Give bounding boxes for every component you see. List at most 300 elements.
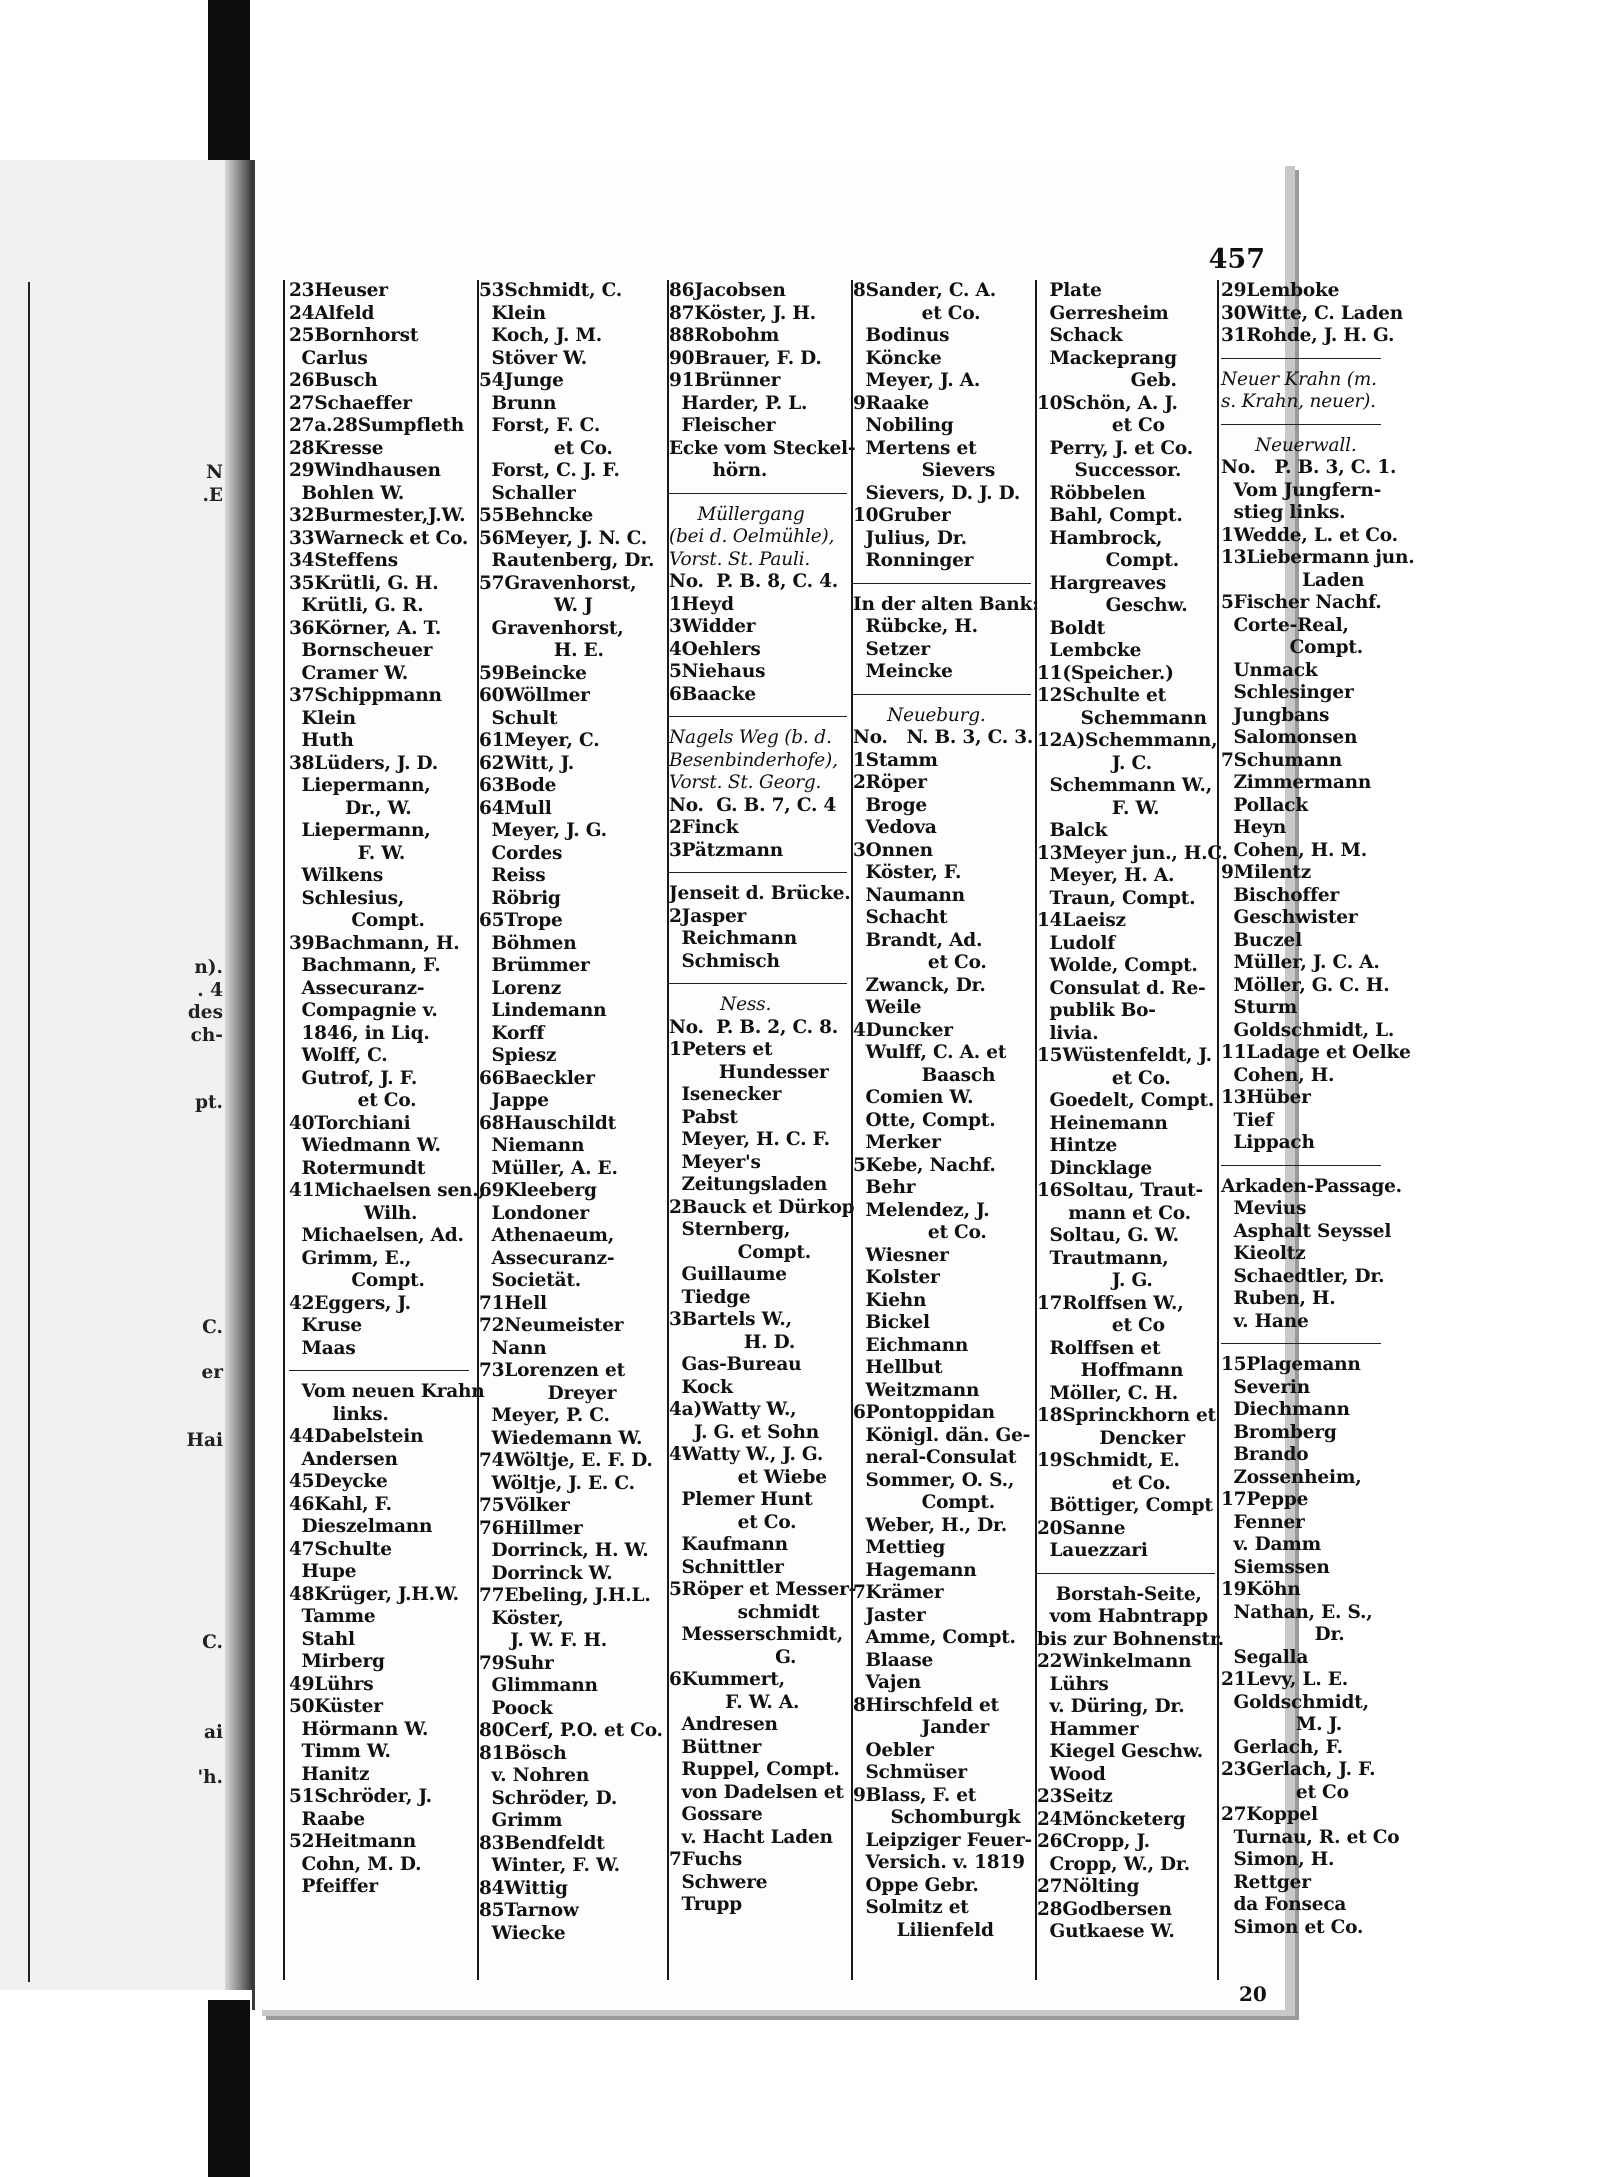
directory-entry: Bodinus (853, 325, 950, 346)
directory-entry: Pollack (1221, 794, 1308, 816)
directory-entry: Arkaden-Passage. (1221, 1175, 1402, 1197)
section-divider (853, 684, 1031, 695)
directory-entry: 41Michaelsen sen., (289, 1180, 485, 1201)
left-page-fragment (8, 665, 223, 688)
left-page-fragment (8, 1385, 223, 1408)
directory-entry: Compt. (289, 1270, 425, 1291)
directory-entry: Pabst (669, 1106, 738, 1128)
left-page-fragment: er (201, 1362, 223, 1383)
directory-entry: Assecuranz- (479, 1247, 615, 1269)
directory-entry: Perry, J. et Co. (1037, 437, 1193, 459)
directory-entry: Reiss (479, 865, 546, 886)
street-heading: Nagels Weg (b. d. (669, 727, 832, 748)
directory-entry: 9Milentz (1221, 862, 1312, 883)
left-page-fragment (8, 507, 223, 530)
left-page-fragment (8, 305, 223, 328)
column-rule (283, 280, 285, 1980)
left-page-fragment (8, 395, 223, 418)
directory-entry: Heinemann (1037, 1112, 1168, 1134)
directory-entry: 23Heuser (289, 280, 388, 301)
left-page-fragment (8, 1655, 223, 1678)
directory-entry: 48Krüger, J.H.W. (289, 1583, 459, 1605)
directory-entry: Ludolf (1037, 932, 1116, 954)
directory-entry: Schaller (479, 482, 576, 504)
directory-entry: Kolster (853, 1267, 940, 1288)
directory-entry: 71Hell (479, 1292, 547, 1314)
left-page-fragment (8, 1115, 223, 1138)
directory-entry: J. G. et Sohn (669, 1421, 819, 1443)
directory-entry: 44Dabelstein (289, 1426, 424, 1447)
directory-entry: 13Hüber (1221, 1087, 1311, 1108)
left-page-fragment (8, 1677, 223, 1700)
directory-entry: 36Körner, A. T. (289, 617, 442, 639)
street-heading: (bei d. Oelmühle), (669, 526, 835, 547)
directory-entry: Brando (1221, 1444, 1309, 1465)
directory-entry: 45Deycke (289, 1471, 388, 1492)
left-page-fragment (8, 1452, 223, 1475)
directory-entry: 75Völker (479, 1495, 570, 1516)
directory-entry: F. W. (1037, 797, 1160, 819)
directory-entry: Forst, C. J. F. (479, 460, 620, 481)
directory-entry: Rübcke, H. (853, 616, 978, 637)
directory-entry: Amme, Compt. (853, 1627, 1016, 1648)
directory-entry: Gas-Bureau (669, 1354, 802, 1375)
left-page-fragments (8, 282, 223, 2015)
directory-entry: Sternberg, (669, 1219, 791, 1240)
directory-entry: Rautenberg, Dr. (479, 550, 655, 571)
section-divider (669, 973, 847, 984)
directory-entry: Liepermann, (289, 820, 431, 841)
directory-entry: Corte-Real, (1221, 614, 1349, 636)
directory-entry: Borstah-Seite, (1037, 1583, 1202, 1605)
directory-entry: Vajen (853, 1672, 922, 1693)
directory-entry: Dincklage (1037, 1157, 1153, 1179)
directory-entry: 15Plagemann (1221, 1354, 1361, 1375)
directory-entry: Fleischer (669, 415, 776, 436)
directory-entry: 5Kebe, Nachf. (853, 1154, 996, 1176)
directory-entry: Möller, G. C. H. (1221, 974, 1390, 996)
directory-column-5 (1037, 280, 1228, 1944)
directory-entry: 7Fuchs (669, 1849, 743, 1870)
directory-entry: et Co. (853, 1222, 987, 1243)
directory-entry: Jungbans (1221, 704, 1330, 726)
left-page-fragment (8, 1992, 223, 2015)
directory-entry: Gutrof, J. F. (289, 1067, 418, 1089)
directory-entry: Trautmann, (1037, 1247, 1169, 1269)
directory-entry: 1Wedde, L. et Co. (1221, 524, 1398, 546)
directory-entry: Michaelsen, Ad. (289, 1225, 464, 1246)
section-divider (1221, 1155, 1381, 1166)
directory-entry: In der alten Bank: (853, 593, 1039, 615)
left-page-fragment (8, 1947, 223, 1970)
directory-entry: Kock (669, 1376, 733, 1398)
directory-entry: Grimm, E., (289, 1247, 412, 1269)
directory-entry: Bickel (853, 1312, 930, 1333)
directory-entry: Koch, J. M. (479, 325, 603, 346)
directory-entry: 33Warneck et Co. (289, 527, 469, 549)
directory-entry: Diechmann (1221, 1399, 1350, 1420)
directory-entry: Gravenhorst, (479, 617, 624, 639)
street-heading: Müllergang (669, 503, 805, 525)
directory-entry: Müller, A. E. (479, 1157, 618, 1179)
left-page-fragment (8, 1475, 223, 1498)
directory-entry: Schomburgk (853, 1807, 1021, 1828)
directory-entry: Assecuranz- (289, 977, 425, 999)
directory-entry: Meyer, P. C. (479, 1405, 610, 1426)
directory-entry: Bornscheuer (289, 640, 433, 661)
directory-entry: Plate (1037, 280, 1102, 301)
directory-entry: Köster, (479, 1607, 564, 1629)
directory-entry: Melendez, J. (853, 1199, 990, 1221)
directory-entry: et Co. (1037, 1472, 1171, 1494)
left-page-fragment (8, 845, 223, 868)
directory-entry: Buczel (1221, 929, 1302, 951)
directory-entry: 39Bachmann, H. (289, 932, 460, 954)
directory-entry: links. (289, 1403, 389, 1425)
directory-entry: Hupe (289, 1561, 357, 1582)
directory-entry: Compt. (289, 910, 425, 931)
street-heading: Neuerwall. (1221, 434, 1357, 456)
directory-entry: da Fonseca (1221, 1894, 1347, 1915)
footer-signature: 20 (1239, 1982, 1267, 2006)
directory-entry: Meyer, J. G. (479, 820, 607, 841)
directory-entry: Schack (1037, 325, 1123, 346)
directory-entry: Sievers, D. J. D. (853, 482, 1021, 504)
left-page-fragment (8, 777, 223, 800)
directory-entry: Zwanck, Dr. (853, 974, 986, 996)
directory-entry: Wiedemann W. (479, 1427, 643, 1449)
directory-entry: Vom Jungfern- (1221, 479, 1382, 501)
directory-entry: 60Wöllmer (479, 685, 590, 706)
directory-entry: 65Trope (479, 910, 563, 931)
directory-entry: mann et Co. (1037, 1202, 1191, 1224)
directory-entry: H. E. (479, 640, 604, 661)
directory-entry: 81Bösch (479, 1742, 567, 1764)
section-divider (853, 573, 1031, 584)
directory-entry: 7Schumann (1221, 749, 1343, 771)
directory-entry: Tiedge (669, 1286, 751, 1308)
directory-entry: Gossare (669, 1804, 763, 1825)
directory-entry: Geb. (1037, 370, 1177, 391)
left-page-fragment (8, 1610, 223, 1633)
left-page-fragment (8, 1790, 223, 1813)
directory-entry: Glimmann (479, 1675, 598, 1696)
directory-entry: et Co (1037, 1315, 1165, 1336)
directory-entry: J. W. F. H. (479, 1630, 608, 1651)
directory-entry: Segalla (1221, 1646, 1309, 1668)
directory-entry: 79Suhr (479, 1652, 554, 1674)
directory-entry: Bischoffer (1221, 884, 1340, 906)
directory-entry: 28Godbersen (1037, 1898, 1172, 1920)
left-page-fragment (8, 912, 223, 935)
directory-entry: Schröder, D. (479, 1787, 618, 1809)
directory-entry: 17Rolffsen W., (1037, 1292, 1184, 1314)
left-page-fragment (8, 1497, 223, 1520)
directory-entry: 32Burmester,J.W. (289, 505, 466, 526)
directory-entry: 46Kahl, F. (289, 1493, 392, 1515)
directory-entry: 34Steffens (289, 550, 398, 571)
directory-entry: 49Lührs (289, 1673, 374, 1695)
directory-entry: Naumann (853, 884, 965, 906)
directory-entry: Bachmann, F. (289, 955, 441, 976)
left-page-fragment: n). (194, 957, 223, 978)
directory-entry: Meyer, H. C. F. (669, 1129, 830, 1150)
directory-entry: 73Lorenzen et (479, 1360, 625, 1381)
directory-entry: Vedova (853, 817, 937, 838)
directory-entry: Hellbut (853, 1357, 943, 1378)
left-page-fragment (8, 1137, 223, 1160)
directory-entry: J. C. (1037, 752, 1152, 774)
left-page-fragment (8, 372, 223, 395)
directory-entry: Andersen (289, 1448, 398, 1470)
directory-entry: 28Kresse (289, 437, 384, 459)
directory-entry: 12Schulte et (1037, 685, 1166, 706)
directory-entry: livia. (1037, 1022, 1099, 1044)
directory-entry: 77Ebeling, J.H.L. (479, 1585, 651, 1606)
left-page-fragment: C. (202, 1317, 223, 1338)
directory-entry: Klein (479, 302, 546, 324)
section-divider (669, 483, 847, 494)
directory-entry: Böhmen (479, 932, 577, 954)
directory-entry: 37Schippmann (289, 685, 442, 706)
left-page-fragment (8, 1340, 223, 1363)
directory-entry: No. P. B. 2, C. 8. (669, 1016, 839, 1038)
directory-entry: Huth (289, 730, 354, 751)
directory-entry: Nathan, E. S., (1221, 1601, 1373, 1623)
directory-entry: Balck (1037, 820, 1108, 841)
directory-entry: et Co (1037, 415, 1165, 436)
directory-entry: Korff (479, 1022, 545, 1044)
left-page-fragment (8, 1880, 223, 1903)
directory-entry: Hundesser (669, 1061, 829, 1083)
directory-entry: Dorrinck W. (479, 1562, 613, 1584)
directory-entry: Compt. (1037, 550, 1180, 571)
directory-entry: 62Witt, J. (479, 752, 574, 774)
directory-entry: Setzer (853, 638, 930, 660)
directory-entry: Compt. (853, 1492, 996, 1513)
directory-entry: Hanitz (289, 1763, 370, 1785)
directory-entry: Consulat d. Re- (1037, 977, 1206, 999)
directory-entry: et Wiebe (669, 1466, 827, 1488)
directory-entry: Klein (289, 707, 356, 729)
directory-entry: Röbbelen (1037, 482, 1146, 504)
directory-entry: Reichmann (669, 928, 798, 949)
directory-entry: Kiegel Geschw. (1037, 1741, 1203, 1762)
directory-entry: 68Hauschildt (479, 1112, 616, 1134)
directory-entry: Athenaeum, (479, 1225, 614, 1246)
directory-entry: 85Tarnow (479, 1900, 579, 1921)
directory-entry: No. G. B. 7, C. 4 (669, 794, 837, 816)
left-page-fragment (8, 1205, 223, 1228)
directory-entry: 6Baacke (669, 683, 756, 705)
directory-entry: Tief (1221, 1109, 1274, 1131)
directory-entry: Rolffsen et (1037, 1337, 1161, 1359)
directory-entry: Jenseit d. Brücke. (669, 883, 851, 904)
directory-entry: W. J (479, 595, 593, 616)
left-page-fragment: N (206, 462, 223, 483)
directory-entry: Lippach (1221, 1132, 1315, 1153)
directory-entry: 57Gravenhorst, (479, 572, 637, 594)
directory-entry: Gerlach, F. (1221, 1736, 1343, 1758)
directory-entry: Lindemann (479, 1000, 607, 1021)
directory-entry: 55Behncke (479, 505, 594, 526)
directory-entry: Jaster (853, 1604, 926, 1626)
left-page-fragment (8, 1565, 223, 1588)
directory-entry: Schwere (669, 1871, 768, 1893)
directory-entry: 23Gerlach, J. F. (1221, 1759, 1376, 1780)
directory-entry: Winter, F. W. (479, 1855, 620, 1876)
directory-entry: Cohn, M. D. (289, 1853, 422, 1875)
binding-strap-bottom (208, 2000, 250, 2177)
directory-entry: Schemmann (1037, 707, 1207, 729)
left-page-fragment (8, 1542, 223, 1565)
directory-entry: Mertens et (853, 437, 977, 459)
left-page-fragment (8, 1227, 223, 1250)
directory-entry: Stöver W. (479, 347, 587, 369)
left-page-fragment (8, 1407, 223, 1430)
directory-entry: 63Bode (479, 775, 557, 796)
directory-entry: Londoner (479, 1202, 589, 1224)
directory-entry: 84Wittig (479, 1877, 568, 1899)
left-page-fragment: 'h. (197, 1767, 223, 1788)
street-heading: s. Krahn, neuer). (1221, 391, 1376, 412)
binding-strap-top (208, 0, 250, 160)
left-page-fragment (8, 552, 223, 575)
street-heading: Besenbinderhofe), (669, 749, 838, 771)
directory-entry: 11(Speicher.) (1037, 662, 1174, 684)
directory-entry: Möller, C. H. (1037, 1382, 1179, 1404)
directory-entry: Dorrinck, H. W. (479, 1540, 649, 1561)
directory-entry: No. P. B. 8, C. 4. (669, 571, 839, 592)
directory-entry: Goldschmidt, L. (1221, 1019, 1395, 1041)
directory-entry: Hagemann (853, 1559, 977, 1581)
directory-entry: 59Beincke (479, 662, 587, 684)
directory-entry: Broge (853, 794, 927, 816)
left-page-fragment (8, 822, 223, 845)
directory-entry: 25Bornhorst (289, 325, 419, 346)
directory-entry: Schmisch (669, 950, 780, 972)
directory-entry: 15Wüstenfeldt, J. (1037, 1045, 1212, 1066)
directory-entry: Timm W. (289, 1741, 391, 1762)
directory-entry: Simon et Co. (1221, 1916, 1364, 1938)
directory-entry: Forst, F. C. (479, 415, 601, 436)
directory-entry: 4a)Watty W., (669, 1399, 797, 1420)
directory-entry: 35Krütli, G. H. (289, 572, 439, 594)
directory-entry: G. (669, 1646, 797, 1668)
directory-entry: Wood (1037, 1763, 1106, 1785)
directory-entry: Wilkens (289, 865, 384, 886)
directory-entry: Wiesner (853, 1244, 949, 1266)
directory-entry: et Co. (479, 437, 613, 459)
directory-entry: 80Cerf, P.O. et Co. (479, 1720, 663, 1741)
directory-entry: 10Schön, A. J. (1037, 392, 1178, 414)
directory-entry: Schlesinger (1221, 682, 1354, 703)
directory-entry: 27Nölting (1037, 1876, 1140, 1897)
directory-entry: Soltau, G. W. (1037, 1225, 1179, 1246)
directory-entry: 2Bauck et Dürkop (669, 1196, 855, 1218)
directory-entry: J. G. (1037, 1270, 1153, 1291)
directory-entry: 5Röper et Messer- (669, 1579, 857, 1600)
directory-entry: 23Seitz (1037, 1786, 1113, 1807)
section-divider (1221, 414, 1381, 425)
directory-entry: Mirberg (289, 1651, 385, 1672)
directory-entry: Zossenheim, (1221, 1466, 1362, 1488)
directory-entry: 4Duncker (853, 1019, 953, 1041)
directory-entry: Cramer W. (289, 662, 409, 684)
directory-entry: Poock (479, 1697, 553, 1719)
left-page-fragment: .E (202, 484, 223, 506)
left-page-fragment: des (187, 1002, 223, 1023)
directory-entry: Leipziger Feuer- (853, 1829, 1032, 1851)
directory-entry: Compagnie v. (289, 1000, 438, 1021)
directory-entry: 64Mull (479, 797, 552, 819)
directory-entry: Meyer's (669, 1151, 761, 1173)
directory-entry: 13Meyer jun., H.C. (1037, 842, 1228, 864)
column-rule (1217, 280, 1219, 1980)
directory-entry: Raabe (289, 1808, 365, 1830)
directory-entry: Trupp (669, 1894, 742, 1915)
directory-entry: Blaase (853, 1649, 934, 1671)
directory-entry: v. Damm (1221, 1534, 1322, 1555)
directory-entry: Köster, F. (853, 862, 962, 883)
directory-entry: 88Robohm (669, 325, 780, 346)
directory-column-3 (669, 280, 857, 1917)
directory-entry: Societät. (479, 1270, 581, 1291)
directory-entry: et Co. (853, 302, 981, 324)
directory-entry: Sievers (853, 460, 996, 481)
directory-entry: 47Schulte (289, 1538, 392, 1560)
directory-entry: 27Koppel (1221, 1804, 1318, 1825)
directory-entry: Zimmermann (1221, 772, 1372, 793)
directory-entry: Weber, H., Dr. (853, 1514, 1008, 1536)
directory-entry: Schaedtler, Dr. (1221, 1265, 1385, 1287)
left-page-fragment (8, 350, 223, 373)
directory-entry: Ronninger (853, 550, 974, 571)
directory-entry: et Co. (669, 1511, 797, 1533)
directory-entry: Meincke (853, 661, 953, 682)
directory-entry: Kiehn (853, 1289, 927, 1311)
directory-entry: Cohen, H. (1221, 1064, 1335, 1086)
directory-entry: 27Schaeffer (289, 392, 412, 414)
directory-entry: 69Kleeberg (479, 1180, 597, 1201)
directory-entry: Brandt, Ad. (853, 929, 983, 951)
directory-entry: Spiesz (479, 1045, 557, 1066)
directory-entry: stieg links. (1221, 502, 1346, 523)
left-page-fragment (8, 440, 223, 463)
directory-entry: Niemann (479, 1135, 585, 1156)
street-heading: Ness. (669, 994, 772, 1015)
directory-entry: Hoffmann (1037, 1360, 1184, 1381)
directory-entry: 1846, in Liq. (289, 1022, 430, 1044)
directory-entry: Stahl (289, 1628, 355, 1650)
directory-entry: 1Heyd (669, 593, 734, 615)
left-page-fragment (8, 530, 223, 553)
directory-entry: Successor. (1037, 460, 1182, 481)
directory-entry: v. Hacht Laden (669, 1826, 833, 1848)
directory-entry: Isenecker (669, 1084, 782, 1105)
directory-entry: Ecke vom Steckel- (669, 437, 856, 459)
left-page-fragment: ai (203, 1722, 223, 1743)
directory-entry: 6Pontoppidan (853, 1402, 995, 1423)
directory-entry: Jander (853, 1717, 990, 1738)
directory-entry: Brunn (479, 392, 557, 414)
left-page-fragment (8, 1700, 223, 1723)
directory-entry: Cohen, H. M. (1221, 839, 1367, 861)
left-page-fragment (8, 1970, 223, 1993)
directory-entry: Böttiger, Compt (1037, 1495, 1213, 1516)
directory-entry: Boldt (1037, 617, 1105, 639)
directory-entry: 13Liebermann jun. (1221, 547, 1415, 568)
